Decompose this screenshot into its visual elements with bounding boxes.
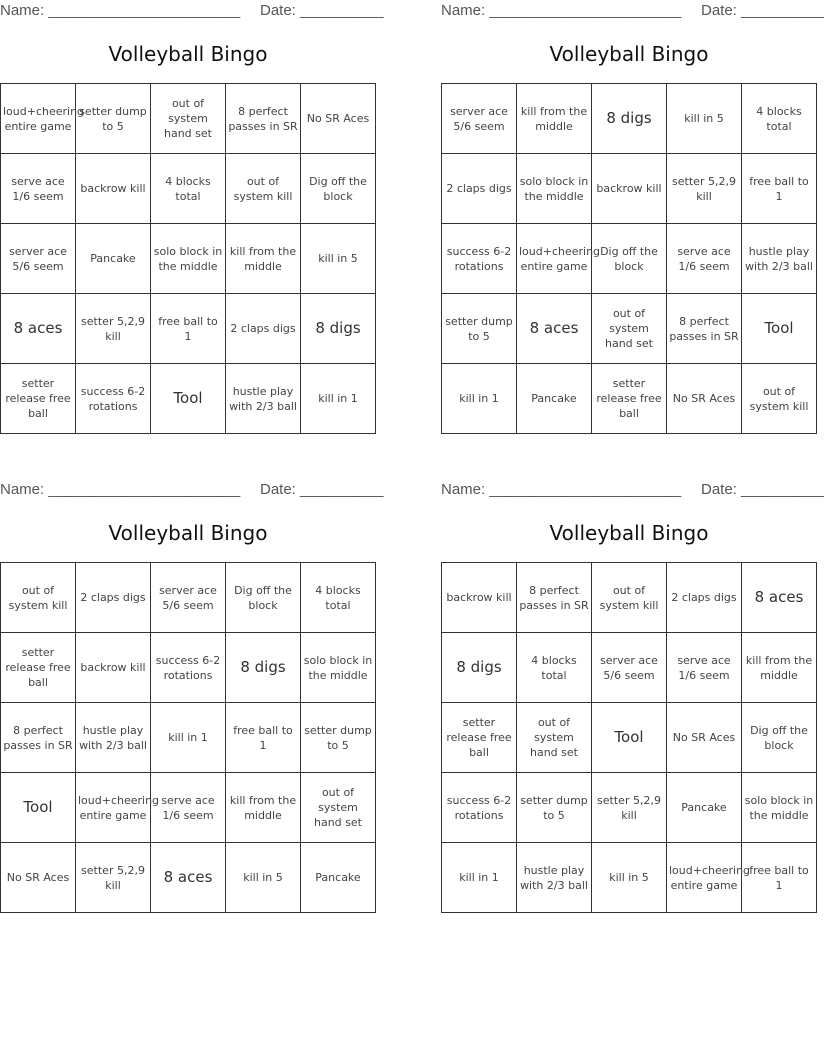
- bingo-cell: 8 aces: [1, 294, 76, 364]
- bingo-cell: No SR Aces: [301, 84, 376, 154]
- bingo-cell: solo block in the middle: [517, 154, 592, 224]
- bingo-cell: setter dump to 5: [76, 84, 151, 154]
- bingo-row: [442, 294, 817, 364]
- date-field: Date: __________: [701, 2, 824, 19]
- bingo-cell: out of system hand set: [517, 703, 592, 773]
- bingo-row: [442, 224, 817, 294]
- bingo-cell: 4 blocks total: [517, 633, 592, 703]
- bingo-cell: server ace 5/6 seem: [151, 563, 226, 633]
- bingo-cell: 4 blocks total: [742, 84, 817, 154]
- bingo-cell: No SR Aces: [667, 364, 742, 434]
- bingo-cell: 8 perfect passes in SR: [667, 294, 742, 364]
- bingo-cell: 2 claps digs: [442, 154, 517, 224]
- bingo-cell: 8 perfect passes in SR: [1, 703, 76, 773]
- bingo-cell: server ace 5/6 seem: [592, 633, 667, 703]
- bingo-row: [442, 703, 817, 773]
- bingo-cell: Pancake: [667, 773, 742, 843]
- bingo-cell: 8 aces: [517, 294, 592, 364]
- bingo-cell: out of system hand set: [151, 84, 226, 154]
- bingo-cell: Dig off the block: [301, 154, 376, 224]
- date-field: Date: __________: [260, 2, 384, 19]
- bingo-row: [442, 563, 817, 633]
- card-title: Volleyball Bingo: [108, 521, 268, 545]
- bingo-row: [1, 563, 376, 633]
- bingo-cell: kill in 5: [226, 843, 301, 913]
- name-field: Name: _______________________: [441, 2, 682, 19]
- bingo-cell: kill in 1: [151, 703, 226, 773]
- bingo-cell: setter release free ball: [1, 364, 76, 434]
- bingo-cell: setter 5,2,9 kill: [76, 294, 151, 364]
- bingo-grid: [441, 83, 817, 434]
- bingo-row: [1, 294, 376, 364]
- bingo-cell: hustle play with 2/3 ball: [226, 364, 301, 434]
- bingo-grid: [0, 562, 376, 913]
- name-field: Name: _______________________: [0, 2, 241, 19]
- bingo-cell: backrow kill: [442, 563, 517, 633]
- bingo-cell: Dig off the block: [592, 224, 667, 294]
- bingo-cell: backrow kill: [76, 633, 151, 703]
- bingo-cell: server ace 5/6 seem: [1, 224, 76, 294]
- bingo-cell: kill from the middle: [517, 84, 592, 154]
- bingo-cell: setter 5,2,9 kill: [667, 154, 742, 224]
- bingo-cell: free ball to 1: [226, 703, 301, 773]
- bingo-grid: [0, 83, 376, 434]
- date-field: Date: __________: [701, 481, 824, 498]
- bingo-cell: Pancake: [301, 843, 376, 913]
- bingo-cell: 8 digs: [592, 84, 667, 154]
- bingo-cell: setter dump to 5: [301, 703, 376, 773]
- bingo-row: [1, 843, 376, 913]
- bingo-cell: Dig off the block: [226, 563, 301, 633]
- card-title: Volleyball Bingo: [549, 521, 709, 545]
- bingo-cell: backrow kill: [76, 154, 151, 224]
- bingo-cell: success 6-2 rotations: [442, 224, 517, 294]
- card-header: [441, 0, 824, 22]
- bingo-cell: solo block in the middle: [301, 633, 376, 703]
- bingo-cell: 8 digs: [442, 633, 517, 703]
- bingo-cell: setter release free ball: [442, 703, 517, 773]
- bingo-cell: kill in 1: [301, 364, 376, 434]
- bingo-row: [1, 84, 376, 154]
- bingo-row: [442, 633, 817, 703]
- bingo-cell: success 6-2 rotations: [76, 364, 151, 434]
- bingo-cell: hustle play with 2/3 ball: [76, 703, 151, 773]
- bingo-cell: serve ace 1/6 seem: [151, 773, 226, 843]
- bingo-cell: loud+cheering entire game: [517, 224, 592, 294]
- bingo-grid: [441, 562, 817, 913]
- bingo-cell: 2 claps digs: [76, 563, 151, 633]
- bingo-cell: setter dump to 5: [442, 294, 517, 364]
- bingo-row: [1, 633, 376, 703]
- bingo-cell: serve ace 1/6 seem: [1, 154, 76, 224]
- bingo-cell: Tool: [1, 773, 76, 843]
- bingo-cell: loud+cheering entire game: [1, 84, 76, 154]
- bingo-cell: out of system kill: [592, 563, 667, 633]
- bingo-cell: kill in 5: [301, 224, 376, 294]
- bingo-cell: setter release free ball: [1, 633, 76, 703]
- bingo-cell: 4 blocks total: [301, 563, 376, 633]
- bingo-cell: 2 claps digs: [226, 294, 301, 364]
- bingo-cell: hustle play with 2/3 ball: [517, 843, 592, 913]
- bingo-cell: Tool: [151, 364, 226, 434]
- bingo-cell: Dig off the block: [742, 703, 817, 773]
- bingo-cell: Tool: [742, 294, 817, 364]
- bingo-cell: 8 digs: [226, 633, 301, 703]
- bingo-cell: solo block in the middle: [151, 224, 226, 294]
- bingo-cell: kill in 5: [667, 84, 742, 154]
- bingo-row: [442, 843, 817, 913]
- bingo-cell: 8 aces: [151, 843, 226, 913]
- bingo-cell: loud+cheering entire game: [76, 773, 151, 843]
- bingo-cell: solo block in the middle: [742, 773, 817, 843]
- bingo-cell: serve ace 1/6 seem: [667, 224, 742, 294]
- bingo-cell: 8 aces: [742, 563, 817, 633]
- bingo-cell: free ball to 1: [742, 843, 817, 913]
- bingo-cell: 8 perfect passes in SR: [226, 84, 301, 154]
- bingo-cell: 8 digs: [301, 294, 376, 364]
- bingo-cell: Pancake: [517, 364, 592, 434]
- bingo-cell: backrow kill: [592, 154, 667, 224]
- bingo-cell: out of system hand set: [592, 294, 667, 364]
- bingo-cell: Tool: [592, 703, 667, 773]
- bingo-row: [442, 773, 817, 843]
- bingo-cell: 8 perfect passes in SR: [517, 563, 592, 633]
- bingo-cell: serve ace 1/6 seem: [667, 633, 742, 703]
- bingo-row: [442, 364, 817, 434]
- bingo-cell: kill in 1: [442, 364, 517, 434]
- bingo-cell: free ball to 1: [742, 154, 817, 224]
- card-header: [441, 479, 824, 501]
- date-field: Date: __________: [260, 481, 384, 498]
- bingo-cell: server ace 5/6 seem: [442, 84, 517, 154]
- bingo-row: [1, 703, 376, 773]
- bingo-row: [1, 224, 376, 294]
- bingo-cell: success 6-2 rotations: [151, 633, 226, 703]
- bingo-cell: success 6-2 rotations: [442, 773, 517, 843]
- bingo-cell: kill from the middle: [742, 633, 817, 703]
- bingo-cell: kill in 5: [592, 843, 667, 913]
- name-field: Name: _______________________: [0, 481, 241, 498]
- bingo-cell: Pancake: [76, 224, 151, 294]
- bingo-cell: kill from the middle: [226, 224, 301, 294]
- card-title: Volleyball Bingo: [108, 42, 268, 66]
- name-field: Name: _______________________: [441, 481, 682, 498]
- bingo-cell: out of system kill: [1, 563, 76, 633]
- bingo-cell: 4 blocks total: [151, 154, 226, 224]
- bingo-cell: out of system kill: [226, 154, 301, 224]
- bingo-row: [1, 773, 376, 843]
- bingo-cell: setter 5,2,9 kill: [76, 843, 151, 913]
- bingo-cell: hustle play with 2/3 ball: [742, 224, 817, 294]
- bingo-cell: setter dump to 5: [517, 773, 592, 843]
- bingo-cell: kill from the middle: [226, 773, 301, 843]
- bingo-cell: free ball to 1: [151, 294, 226, 364]
- bingo-cell: loud+cheering entire game: [667, 843, 742, 913]
- card-header: [0, 0, 384, 22]
- bingo-cell: out of system kill: [742, 364, 817, 434]
- bingo-cell: No SR Aces: [667, 703, 742, 773]
- bingo-cell: setter 5,2,9 kill: [592, 773, 667, 843]
- bingo-cell: No SR Aces: [1, 843, 76, 913]
- bingo-cell: setter release free ball: [592, 364, 667, 434]
- bingo-row: [442, 154, 817, 224]
- bingo-cell: out of system hand set: [301, 773, 376, 843]
- bingo-row: [442, 84, 817, 154]
- bingo-cell: 2 claps digs: [667, 563, 742, 633]
- bingo-cell: kill in 1: [442, 843, 517, 913]
- bingo-row: [1, 364, 376, 434]
- card-header: [0, 479, 384, 501]
- bingo-row: [1, 154, 376, 224]
- card-title: Volleyball Bingo: [549, 42, 709, 66]
